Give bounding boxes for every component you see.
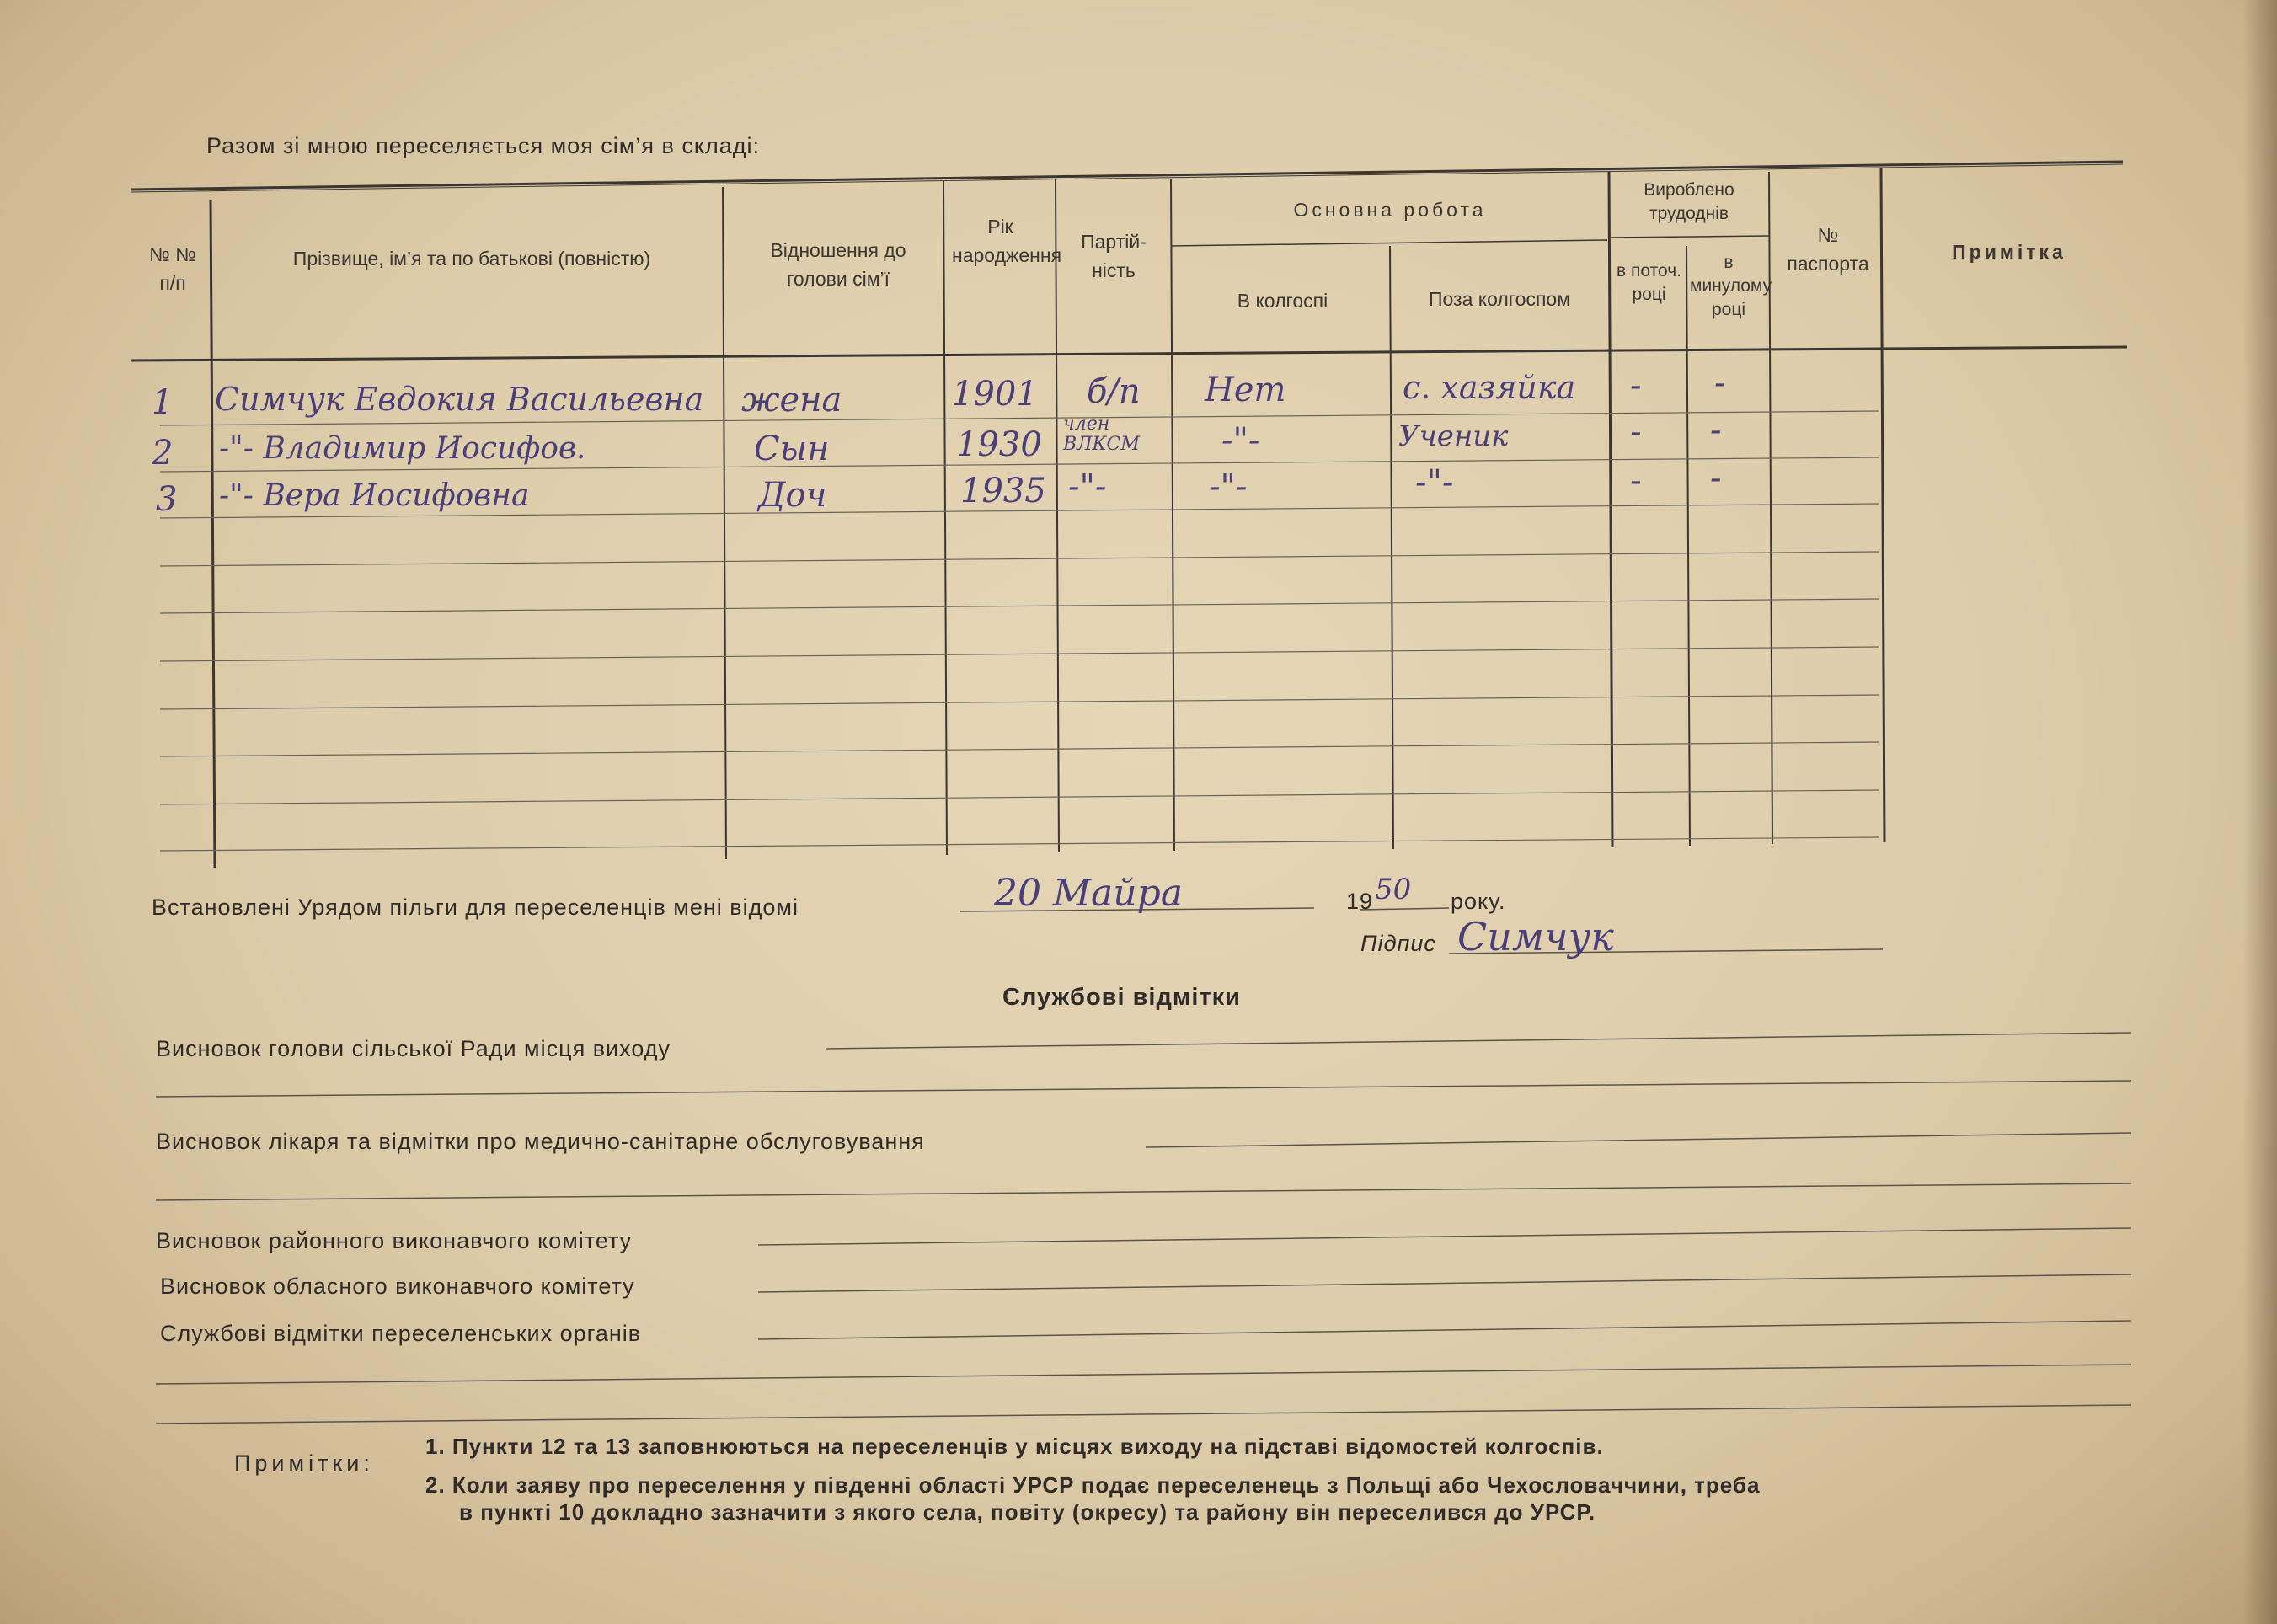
row-last-year: - xyxy=(1710,411,1722,450)
row-relation: жена xyxy=(741,381,842,419)
header-last-year: в минулому році xyxy=(1690,253,1772,319)
row-party: -"- xyxy=(1068,467,1107,506)
benefits-label: Встановлені Урядом пільги для переселенців мені відомі xyxy=(152,895,799,920)
row-outside: Ученик xyxy=(1398,419,1509,453)
row-kolhosp: Нет xyxy=(1205,371,1286,409)
signature: Симчук xyxy=(1457,914,1614,959)
year-suffix: 50 xyxy=(1375,873,1412,906)
header-num: № № п/п xyxy=(149,243,196,294)
header-current-year: в поточ. році xyxy=(1617,261,1681,304)
header-relation: Відношення до голови сім’ї xyxy=(770,239,906,290)
row-outside: с. хазяйка xyxy=(1403,369,1576,406)
row-name: -"- Владимир Иосифов. xyxy=(219,431,586,466)
intro-text: Разом зі мною переселяється моя сім’я в складі: xyxy=(206,133,760,158)
header-note: Примітка xyxy=(1952,241,2066,263)
row-last-year: - xyxy=(1714,364,1726,403)
header-party: Партій-ність xyxy=(1081,231,1147,281)
benefits-date: 20 Майра xyxy=(994,872,1183,915)
row-current-year: - xyxy=(1630,462,1642,500)
office-line-doctor: Висновок лікаря та відмітки про медично-санітарне обслуговування xyxy=(156,1129,925,1154)
header-outside-kolhosp: Поза колгоспом xyxy=(1428,288,1571,310)
note-item: в пункті 10 докладно зазначити з якого села, повіту (окресу) та району він переселився до УРСР. xyxy=(459,1499,1596,1525)
row-relation: Сын xyxy=(754,430,830,468)
header-birth-year: Рік народження xyxy=(952,216,1062,266)
row-relation: Доч xyxy=(758,476,827,515)
header-name: Прізвище, ім’я та по батькові (повністю) xyxy=(292,248,651,270)
header-passport: № паспорта xyxy=(1787,224,1869,275)
header-main-work: Основна робота xyxy=(1293,199,1487,221)
row-num: 2 xyxy=(152,434,174,473)
signature-label: Підпис xyxy=(1360,931,1436,956)
row-kolhosp: -"- xyxy=(1209,467,1248,506)
row-party: б/п xyxy=(1087,372,1141,411)
office-line-district: Висновок районного виконавчого комітету xyxy=(156,1228,633,1253)
note-item: 1. Пункти 12 та 13 заповнюються на переселенців у місцях виходу на підставі відомостей колгоспів. xyxy=(425,1434,1604,1459)
office-title: Службові відмітки xyxy=(1002,984,1241,1011)
row-last-year: - xyxy=(1710,459,1722,498)
header-in-kolhosp: В колгоспі xyxy=(1237,290,1328,312)
row-outside: -"- xyxy=(1415,463,1454,502)
row-current-year: - xyxy=(1630,413,1642,451)
year-prefix: 19 xyxy=(1346,889,1374,914)
row-num: 1 xyxy=(152,383,174,422)
notes-label: Примітки: xyxy=(234,1450,374,1476)
office-line-village: Висновок голови сільської Ради місця виходу xyxy=(156,1036,671,1061)
row-party: член ВЛКСМ xyxy=(1063,414,1140,455)
row-name: Симчук Евдокия Васильевна xyxy=(215,381,704,418)
row-year: 1930 xyxy=(956,425,1042,464)
row-num: 3 xyxy=(156,480,178,519)
year-word: року. xyxy=(1451,889,1506,914)
row-kolhosp: -"- xyxy=(1221,421,1260,460)
row-current-year: - xyxy=(1630,366,1642,405)
row-year: 1935 xyxy=(960,472,1046,510)
office-line-regional: Висновок обласного виконавчого комітету xyxy=(160,1274,635,1299)
row-name: -"- Вера Иосифовна xyxy=(219,478,530,513)
header-workdays: Вироблено трудоднів xyxy=(1644,180,1734,223)
office-line-resettlement: Службові відмітки переселенських органів xyxy=(160,1321,642,1346)
row-year: 1901 xyxy=(952,375,1038,414)
note-item: 2. Коли заяву про переселення у південні області УРСР подає переселенець з Польщі або Чехословаччини, треба xyxy=(425,1472,1761,1498)
